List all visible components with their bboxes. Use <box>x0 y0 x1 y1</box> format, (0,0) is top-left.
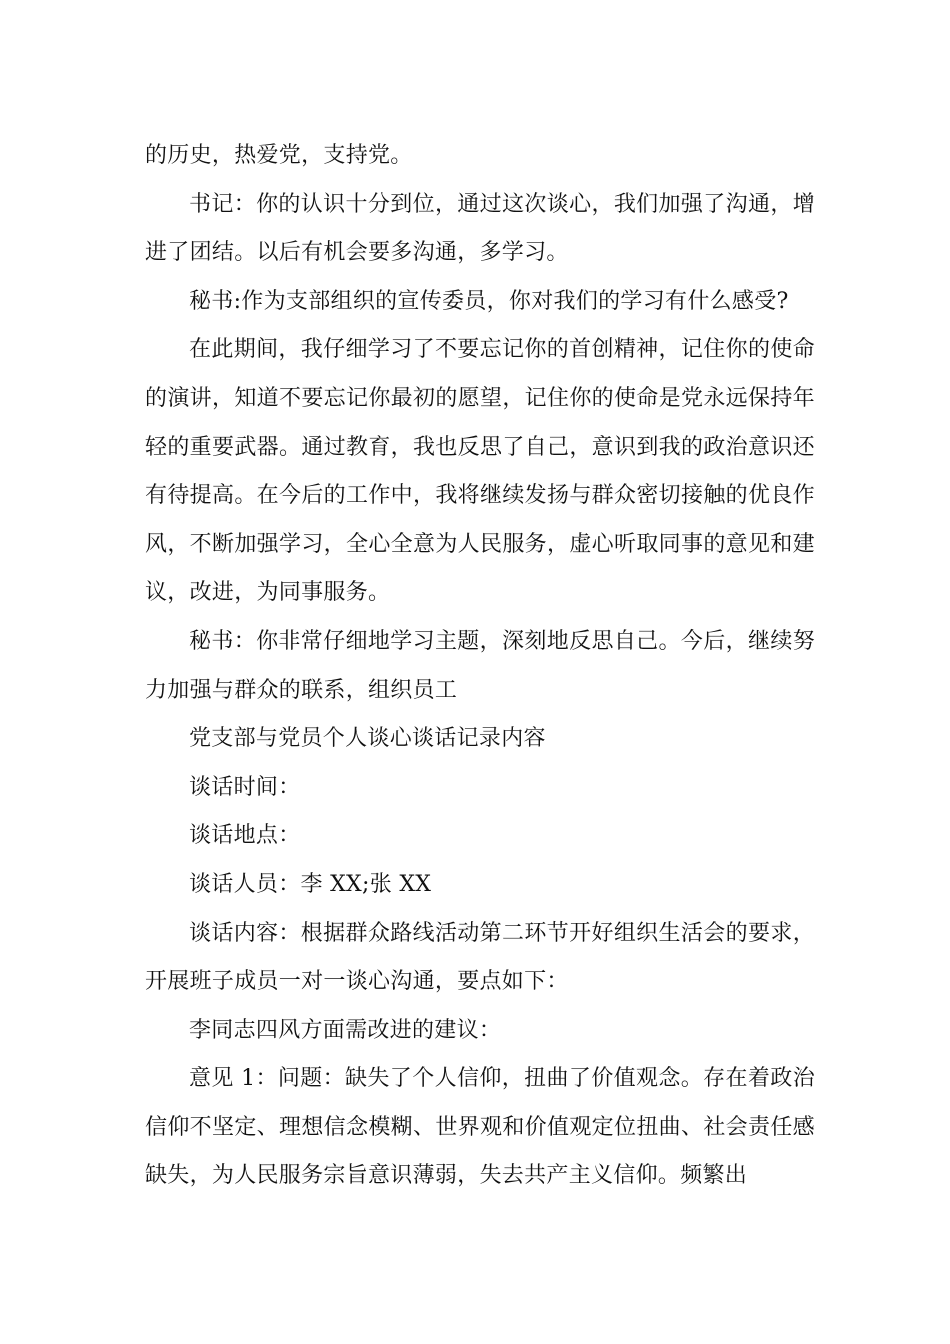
paragraph: 秘书：你非常仔细地学习主题，深刻地反思自己。今后，继续努力加强与群众的联系，组织员工 <box>145 628 815 703</box>
paragraph: 意见 1：问题：缺失了个人信仰，扭曲了价值观念。存在着政治信仰不坚定、理想信念模糊、世界观和价值观定位扭曲、社会责任感缺失，为人民服务宗旨意识薄弱，失去共产主义信仰。频繁出 <box>145 1066 815 1189</box>
paragraph: 的历史，热爱党，支持党。 <box>145 143 413 168</box>
meta-time: 谈话时间： <box>189 774 301 800</box>
paragraph: 谈话内容：根据群众路线活动第二环节开好组织生活会的要求，开展班子成员一对一谈心沟通，要点如下： <box>145 920 815 995</box>
paragraph: 书记：你的认识十分到位，通过这次谈心，我们加强了沟通，增进了团结。以后有机会要多沟通，多学习。 <box>145 191 815 266</box>
document-body <box>145 132 815 1201</box>
paragraph: 秘书:作为支部组织的宣传委员，你对我们的学习有什么感受? <box>189 288 789 314</box>
paragraph: 李同志四风方面需改进的建议： <box>189 1017 502 1043</box>
section-title: 党支部与党员个人谈心谈话记录内容 <box>189 726 546 752</box>
meta-participants: 谈话人员：李 XX;张 XX <box>189 871 432 897</box>
meta-location: 谈话地点： <box>189 823 301 849</box>
paragraph: 在此期间，我仔细学习了不要忘记你的首创精神，记住你的使命的演讲，知道不要忘记你最初的愿望，记住你的使命是党永远保持年轻的重要武器。通过教育，我也反思了自己，意识到我的政治意识还有待提高。在今后的工作中，我将继续发扬与群众密切接触的优良作风，不断加强学习，全心全意为人民服务，虚心听取同事的意见和建议，改进，为同事服务。 <box>145 337 815 606</box>
